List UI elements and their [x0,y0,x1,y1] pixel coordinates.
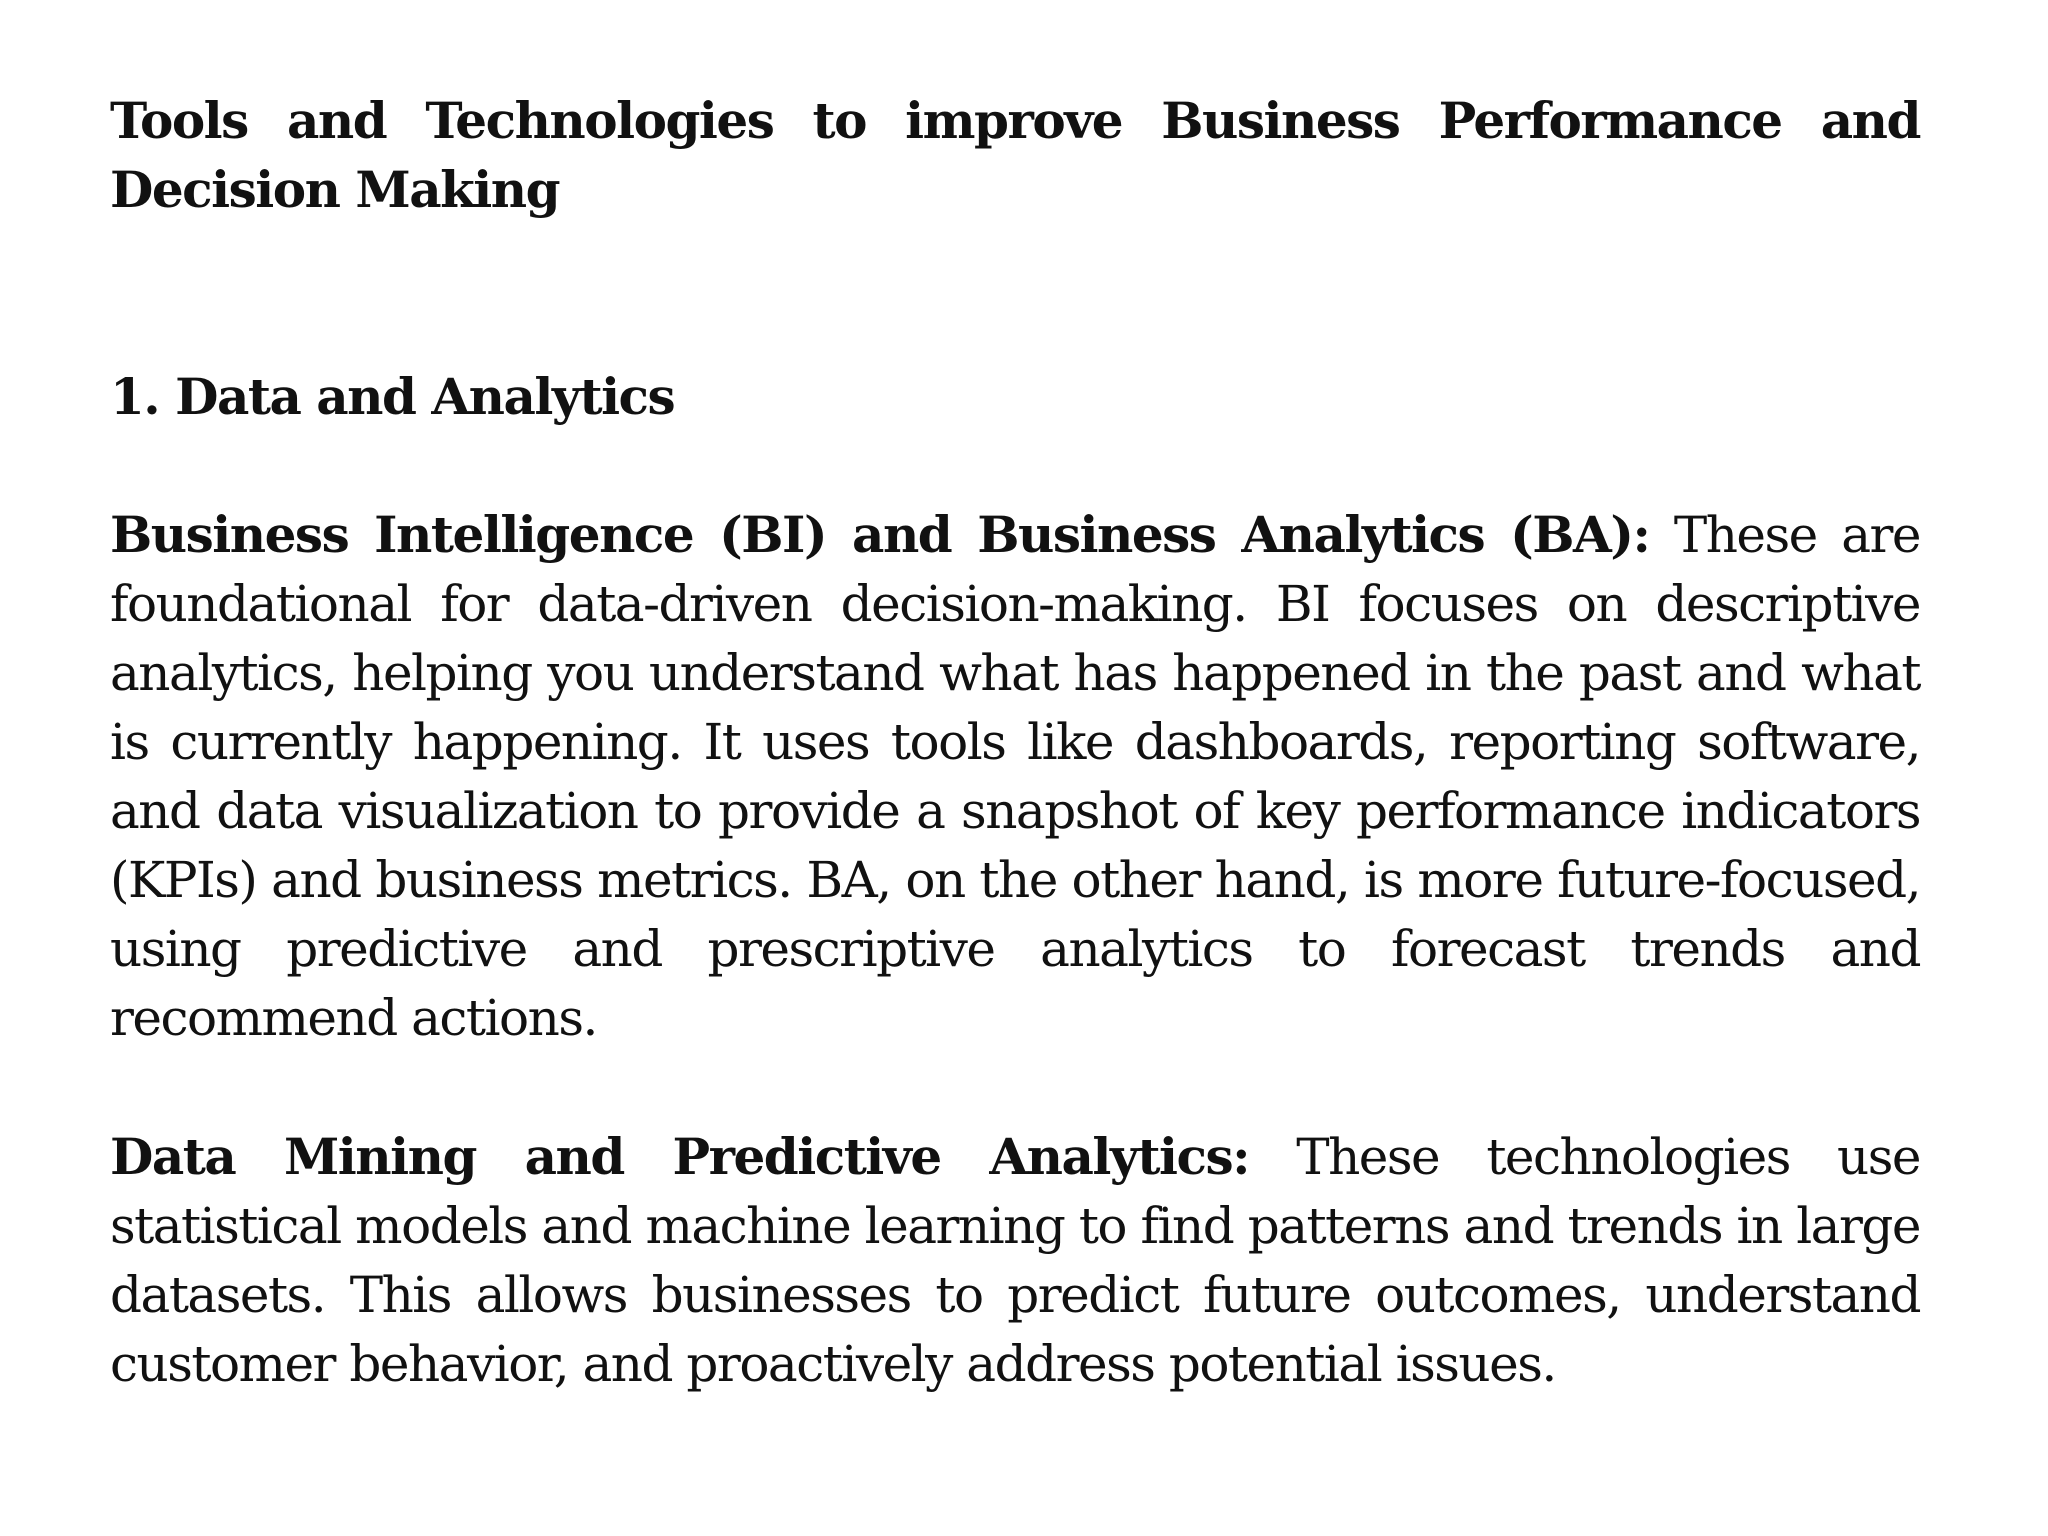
document-page [110,86,1920,1399]
paragraph-bi-ba [110,500,1920,1053]
paragraph-text: These are foundational for data-driven decision-making. BI focuses on descriptive analytics, helping you understand what has happened in the past and what is currently happening. It uses tools like dashboards, reporting software, and data visualization to provide a snapshot of key performance indicators (KPIs) and business metrics. BA, on the other hand, is more future-focused, using predictive and prescriptive analytics to forecast trends and recommend actions. [110,506,1921,1047]
paragraph-term: Data Mining and Predictive Analytics: [110,1127,1250,1186]
section-heading: 1. Data and Analytics [110,367,675,426]
document-title: Tools and Technologies to improve Business Performance and Decision Making [110,91,1920,219]
paragraph-term: Business Intelligence (BI) and Business Analytics (BA): [110,505,1650,564]
paragraph-data-mining [110,1122,1920,1399]
paragraph-text: These technologies use statistical models and machine learning to find patterns and trends in large datasets. This allows businesses to predict future outcomes, understand customer behavior, and proactively address potential issues. [110,1128,1920,1393]
